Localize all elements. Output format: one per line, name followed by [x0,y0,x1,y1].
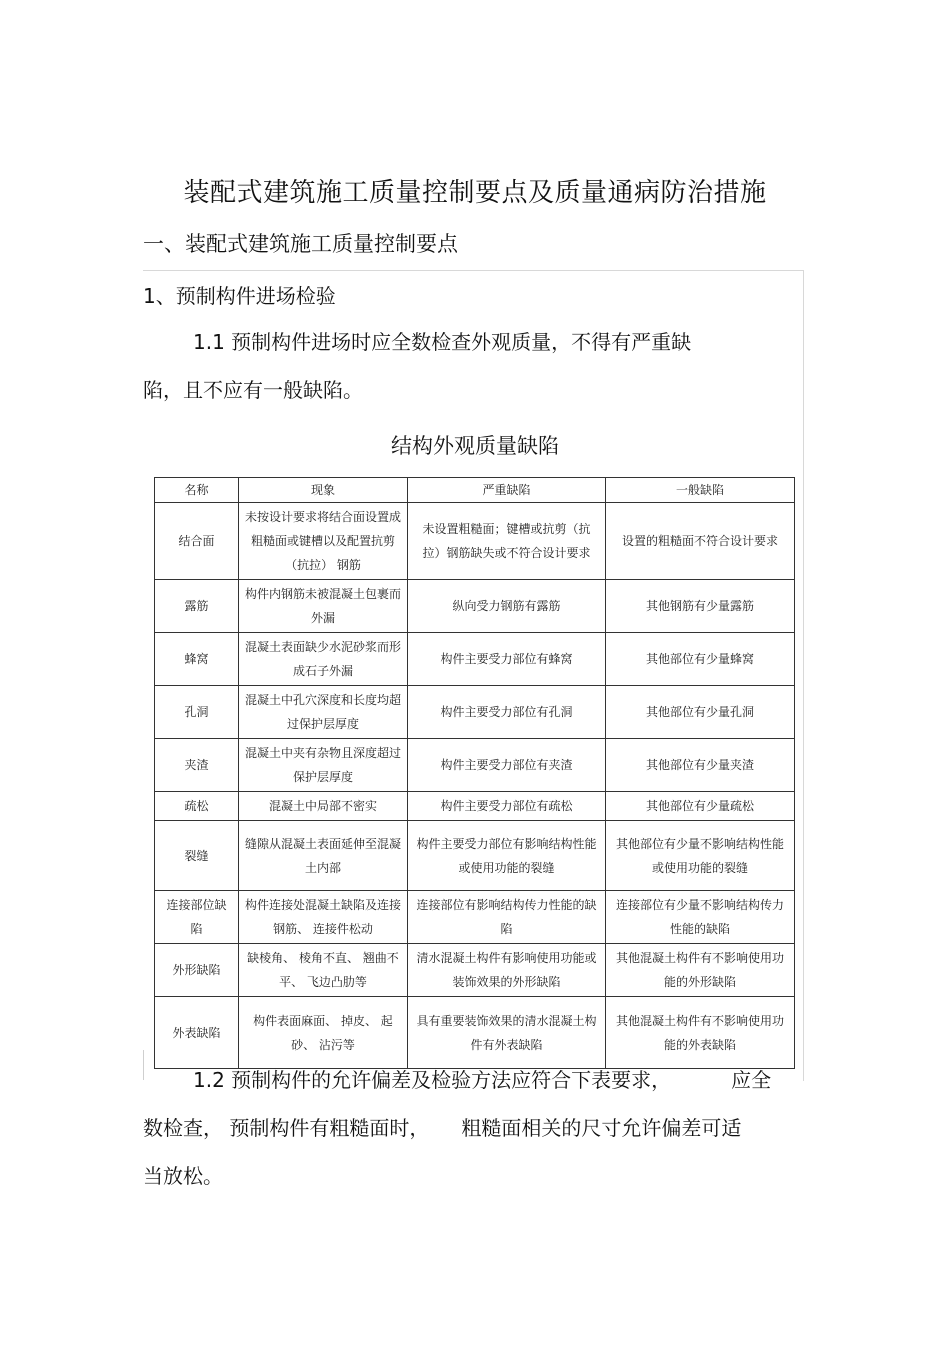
cell-serious-defect: 构件主要受力部位有疏松 [408,792,606,821]
paragraph-1-2-line-2-part-a: 数检查， 预制构件有粗糙面时， [143,1116,430,1140]
cell-serious-defect: 连接部位有影响结构传力性能的缺陷 [408,891,606,944]
cell-name: 孔洞 [155,686,239,739]
cell-general-defect: 其他部位有少量疏松 [606,792,795,821]
paragraph-1-2-line-1-part-b: 应全 [731,1068,772,1092]
cell-phenomenon: 构件内钢筋未被混凝土包裹而外漏 [239,580,408,633]
table-header-row [155,478,795,503]
header-general-defect: 一般缺陷 [606,478,795,503]
table-row [155,739,795,792]
table-row [155,503,795,580]
subsection-heading: 1、预制构件进场检验 [143,284,336,308]
cell-name: 疏松 [155,792,239,821]
cell-name: 外表缺陷 [155,997,239,1069]
cell-general-defect: 连接部位有少量不影响结构传力性能的缺陷 [606,891,795,944]
cell-phenomenon: 缝隙从混凝土表面延伸至混凝土内部 [239,821,408,891]
cell-phenomenon: 混凝土中孔穴深度和长度均超过保护层厚度 [239,686,408,739]
cell-general-defect: 其他钢筋有少量露筋 [606,580,795,633]
cell-phenomenon: 混凝土中局部不密实 [239,792,408,821]
table-row [155,686,795,739]
paragraph-1-2-line-1 [193,1056,771,1104]
cell-serious-defect: 构件主要受力部位有蜂窝 [408,633,606,686]
cell-serious-defect: 具有重要装饰效果的清水混凝土构件有外表缺陷 [408,997,606,1069]
cell-general-defect: 其他部位有少量孔洞 [606,686,795,739]
document-title: 装配式建筑施工质量控制要点及质量通病防治措施 [183,178,767,208]
cell-general-defect: 其他部位有少量不影响结构性能或使用功能的裂缝 [606,821,795,891]
cell-phenomenon: 构件表面麻面、 掉皮、 起砂、 沾污等 [239,997,408,1069]
paragraph-1-2-line-3: 当放松。 [143,1164,223,1188]
cell-phenomenon: 缺棱角、 棱角不直、 翘曲不平、 飞边凸肋等 [239,944,408,997]
cell-general-defect: 其他混凝土构件有不影响使用功能的外表缺陷 [606,997,795,1069]
cell-general-defect: 其他部位有少量蜂窝 [606,633,795,686]
cell-name: 夹渣 [155,739,239,792]
table-row [155,944,795,997]
cell-phenomenon: 构件连接处混凝土缺陷及连接钢筋、 连接件松动 [239,891,408,944]
header-phenomenon: 现象 [239,478,408,503]
cell-name: 蜂窝 [155,633,239,686]
cell-name: 裂缝 [155,821,239,891]
cell-name: 露筋 [155,580,239,633]
section-heading: 一、装配式建筑施工质量控制要点 [143,232,458,256]
cell-serious-defect: 未设置粗糙面；键槽或抗剪（抗拉）钢筋缺失或不符合设计要求 [408,503,606,580]
cell-serious-defect: 构件主要受力部位有孔洞 [408,686,606,739]
paragraph-1-2-line-1-part-a: 1.2 预制构件的允许偏差及检验方法应符合下表要求， [193,1068,672,1092]
cell-serious-defect: 构件主要受力部位有影响结构性能或使用功能的裂缝 [408,821,606,891]
table-row [155,580,795,633]
header-serious-defect: 严重缺陷 [408,478,606,503]
table-row [155,792,795,821]
cell-general-defect: 设置的粗糙面不符合设计要求 [606,503,795,580]
table-row [155,891,795,944]
table-row [155,821,795,891]
table-title: 结构外观质量缺陷 [391,434,559,458]
header-name: 名称 [155,478,239,503]
defects-table [154,477,795,1069]
cell-name: 外形缺陷 [155,944,239,997]
cell-serious-defect: 构件主要受力部位有夹渣 [408,739,606,792]
paragraph-1-2-line-2-part-b: 粗糙面相关的尺寸允许偏差可适 [461,1116,742,1140]
cell-general-defect: 其他混凝土构件有不影响使用功能的外形缺陷 [606,944,795,997]
cell-phenomenon: 混凝土表面缺少水泥砂浆而形成石子外漏 [239,633,408,686]
cell-name: 结合面 [155,503,239,580]
cell-phenomenon: 未按设计要求将结合面设置成粗糙面或键槽以及配置抗剪 （抗拉） 钢筋 [239,503,408,580]
cell-phenomenon: 混凝土中夹有杂物且深度超过保护层厚度 [239,739,408,792]
page-frame-edge [143,1050,144,1080]
paragraph-1-2-line-2 [143,1104,741,1152]
cell-general-defect: 其他部位有少量夹渣 [606,739,795,792]
paragraph-1-1-line-2: 陷，且不应有一般缺陷。 [143,378,363,402]
cell-serious-defect: 纵向受力钢筋有露筋 [408,580,606,633]
table-row [155,633,795,686]
cell-serious-defect: 清水混凝土构件有影响使用功能或装饰效果的外形缺陷 [408,944,606,997]
paragraph-1-1-line-1: 1.1 预制构件进场时应全数检查外观质量，不得有严重缺 [193,330,692,354]
cell-name: 连接部位缺陷 [155,891,239,944]
